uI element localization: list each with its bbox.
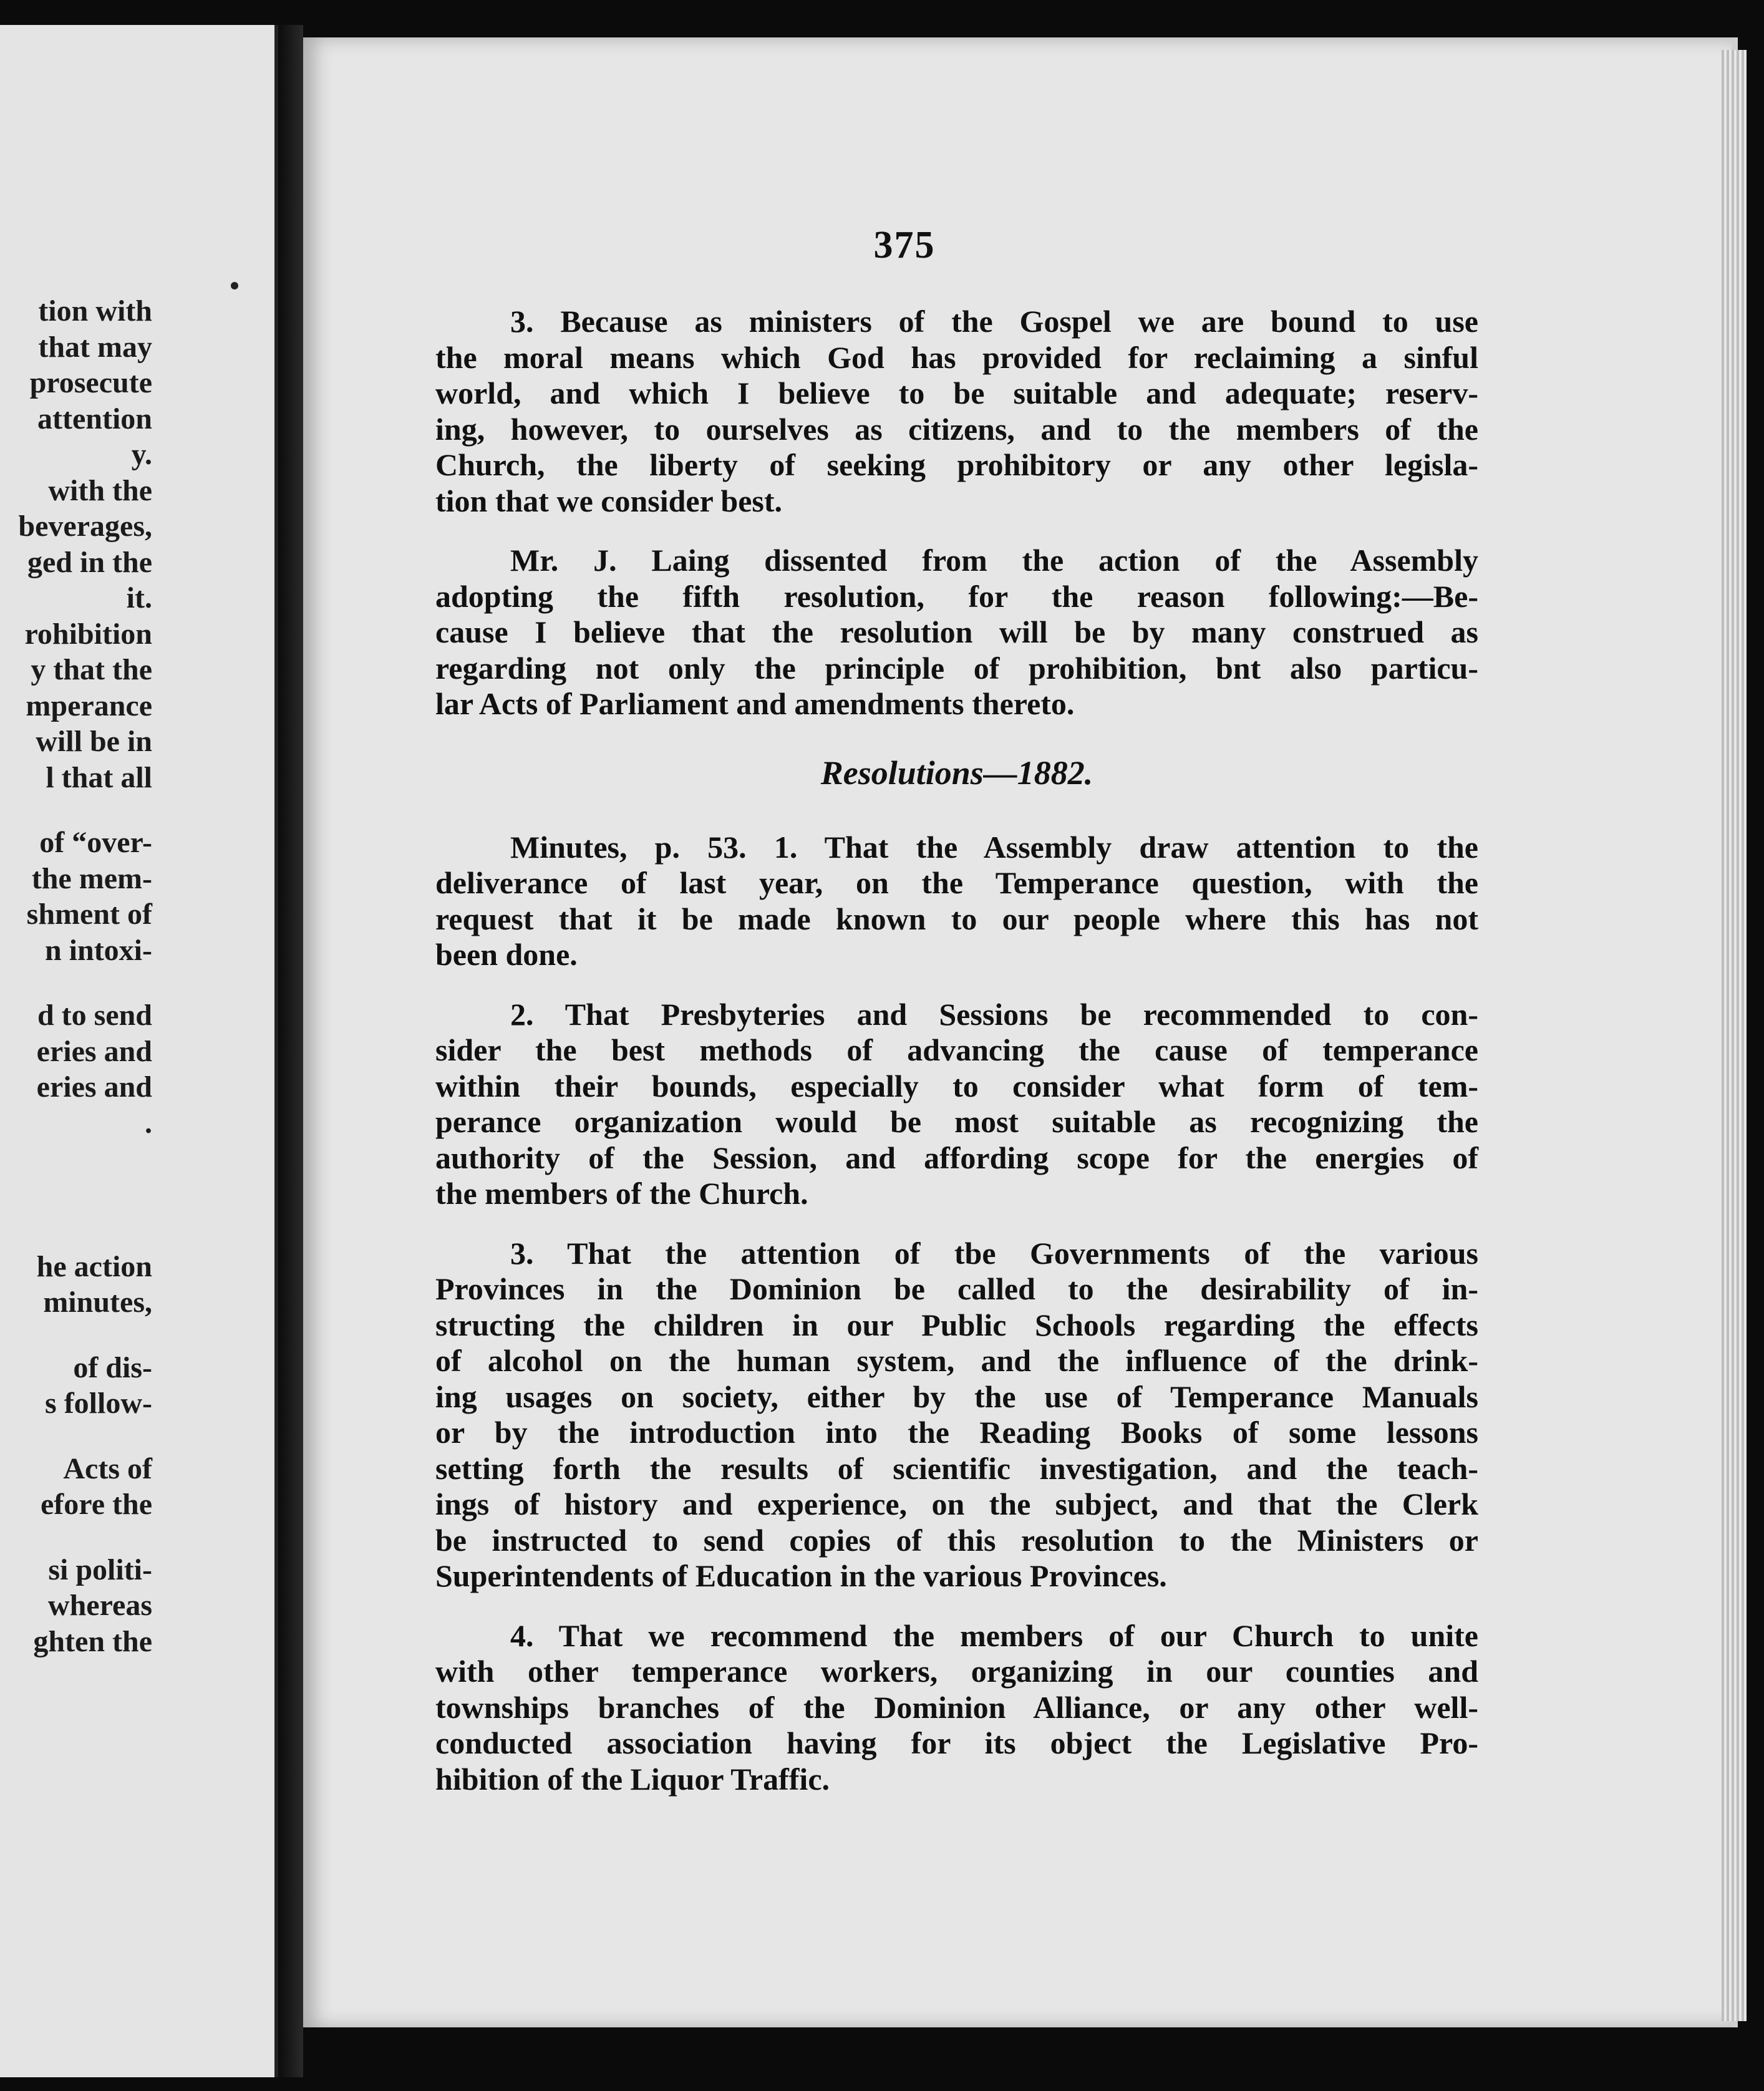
facing-line: minutes, <box>43 1286 152 1319</box>
text-line: 2. That Presbyteries and Sessions be recommended to con- <box>510 996 1478 1032</box>
text-line: sider the best methods of advancing the cause of temperance <box>435 1032 1478 1067</box>
facing-line: that may <box>38 330 152 364</box>
facing-line: he action <box>36 1249 152 1283</box>
text-line: Superintendents of Education in the various Provinces. <box>435 1558 1167 1593</box>
text-line: 3. That the attention of tbe Governments of the various <box>510 1235 1478 1271</box>
text-line: request that it be made known to our people where this has not <box>435 901 1478 936</box>
book-gutter <box>278 25 303 2077</box>
text-line: regarding not only the principle of prohibition, bnt also particu- <box>435 650 1478 686</box>
facing-line: shment of <box>26 898 152 931</box>
facing-line: . <box>145 1106 152 1140</box>
facing-line: will be in <box>36 725 152 758</box>
text-line: world, and which I believe to be suitable and adequate; reserv- <box>435 376 1478 410</box>
paragraph-resolution-1 <box>435 830 1478 973</box>
paragraph-resolution-3 <box>435 1236 1478 1594</box>
text-line: perance organization would be most suitable as recognizing the <box>435 1104 1478 1139</box>
paragraph-resolution-4 <box>435 1618 1478 1798</box>
text-line: tion that we consider best. <box>435 483 783 518</box>
text-line: Church, the liberty of seeking prohibitory or any other legisla- <box>435 447 1478 482</box>
section-heading: Resolutions—1882. <box>820 754 1093 792</box>
facing-line: Acts of <box>63 1452 152 1485</box>
text-line: hibition of the Liquor Traffic. <box>435 1761 830 1797</box>
facing-line: efore the <box>40 1488 152 1521</box>
facing-line: it. <box>126 581 152 614</box>
facing-line: beverages, <box>18 510 152 543</box>
facing-line: the mem- <box>31 861 152 895</box>
page-edges <box>1722 50 1747 2021</box>
text-line: the members of the Church. <box>435 1176 808 1211</box>
text-line: ing usages on society, either by the use of Temperance Manuals <box>435 1379 1478 1414</box>
ink-dot <box>231 282 238 289</box>
facing-line: prosecute <box>29 366 152 399</box>
facing-line: d to send <box>37 999 152 1032</box>
facing-line: with the <box>48 473 152 507</box>
facing-line: of dis- <box>73 1351 152 1384</box>
text-line: Provinces in the Dominion be called to the desirability of in- <box>435 1271 1478 1306</box>
facing-line: ghten the <box>33 1624 152 1658</box>
facing-line: s follow- <box>45 1387 152 1420</box>
text-line: setting forth the results of scientific investigation, and the teach- <box>435 1450 1478 1486</box>
facing-line: of “over- <box>39 826 152 859</box>
page-number: 375 <box>873 224 936 266</box>
text-line: conducted association having for its object the Legislative Pro- <box>435 1725 1478 1760</box>
facing-line: y. <box>131 438 152 471</box>
text-line: 3. Because as ministers of the Gospel we are bound to use <box>510 304 1478 339</box>
facing-line: mperance <box>26 689 152 722</box>
facing-line: eries and <box>36 1070 152 1104</box>
facing-line: ged in the <box>27 545 152 579</box>
text-line: within their bounds, especially to consider what form of tem- <box>435 1068 1478 1104</box>
text-line: adopting the fifth resolution, for the reason following:—Be- <box>435 578 1478 614</box>
facing-line: si politi- <box>48 1553 152 1586</box>
text-line: deliverance of last year, on the Temperance question, with the <box>435 865 1478 900</box>
text-line: be instructed to send copies of this resolution to the Ministers or <box>435 1522 1478 1558</box>
facing-line: tion with <box>38 294 152 327</box>
text-line: cause I believe that the resolution will be by many construed as <box>435 614 1478 649</box>
facing-page <box>0 25 278 2077</box>
facing-line: n intoxi- <box>44 933 152 967</box>
facing-line: attention <box>37 402 152 435</box>
page-body <box>435 304 1478 1797</box>
text-line: ing, however, to ourselves as citizens, and to the members of the <box>435 411 1478 447</box>
paragraph-laing-dissent <box>435 543 1478 722</box>
text-line: Minutes, p. 53. 1. That the Assembly draw attention to the <box>510 829 1478 865</box>
text-line: of alcohol on the human system, and the influence of the drink- <box>435 1343 1478 1378</box>
text-line: structing the children in our Public Schools regarding the effects <box>435 1307 1478 1342</box>
paragraph-reason-3 <box>435 304 1478 519</box>
facing-line: eries and <box>36 1034 152 1068</box>
text-line: authority of the Session, and affording scope for the energies of <box>435 1140 1478 1175</box>
paragraph-resolution-2 <box>435 997 1478 1212</box>
text-line: townships branches of the Dominion Alliance, or any other well- <box>435 1689 1478 1725</box>
text-line: lar Acts of Parliament and amendments thereto. <box>435 686 1075 721</box>
facing-line: whereas <box>47 1589 152 1622</box>
text-line: been done. <box>435 937 578 972</box>
facing-line: l that all <box>46 760 152 794</box>
text-line: the moral means which God has provided for reclaiming a sinful <box>435 339 1478 375</box>
facing-line: y that the <box>31 653 152 686</box>
text-line: ings of history and experience, on the subject, and that the Clerk <box>435 1487 1478 1521</box>
facing-line: rohibition <box>24 617 152 651</box>
text-line: or by the introduction into the Reading Books of some lessons <box>435 1415 1478 1450</box>
facing-page-text <box>0 293 152 1659</box>
text-line: with other temperance workers, organizing in our counties and <box>435 1654 1478 1689</box>
text-line: 4. That we recommend the members of our Church to unite <box>510 1618 1478 1653</box>
text-line: Mr. J. Laing dissented from the action of the Assembly <box>510 543 1478 578</box>
